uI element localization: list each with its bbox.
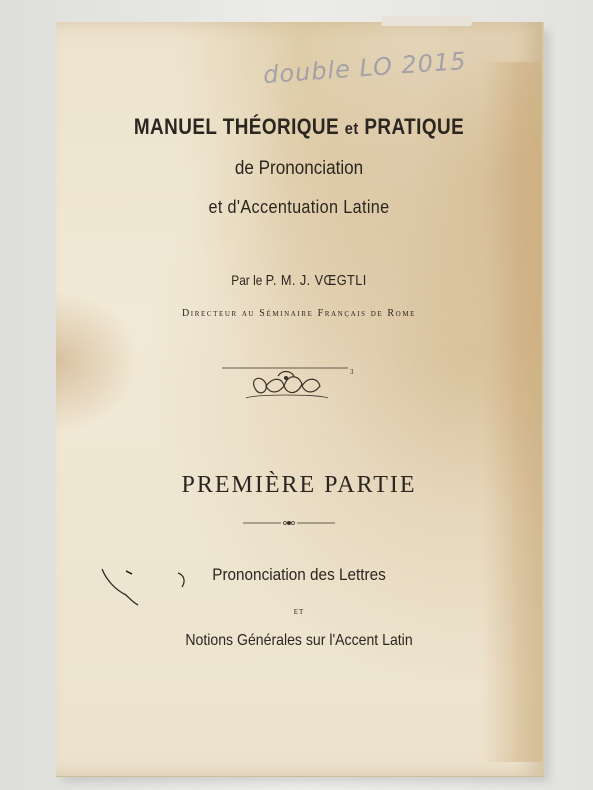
svg-text:3: 3 (350, 368, 354, 376)
part-title: PREMIÈRE PARTIE (181, 472, 417, 498)
title-line-3: et d'Accentuation Latine (208, 197, 390, 217)
torn-corner (381, 16, 472, 26)
floral-ornament-icon (218, 364, 358, 404)
divider-ornament-icon (243, 518, 335, 528)
title-line-2: de Prononciation (234, 158, 364, 179)
author-name: P. M. J. VŒGTLI (265, 272, 367, 289)
title-et: et (344, 119, 359, 138)
subtitle-accent: Notions Générales sur l'Accent Latin (185, 632, 413, 649)
author-role: Directeur au Séminaire Français de Rome (181, 308, 417, 319)
main-title (90, 114, 508, 140)
handwritten-pencil-note: double LO 2015 (262, 46, 468, 90)
author-prefix: Par le (231, 272, 263, 288)
title-part-1: MANUEL THÉORIQUE (133, 114, 340, 139)
subtitle-pronunciation: Prononciation des Lettres (212, 565, 386, 584)
title-part-2: PRATIQUE (364, 114, 465, 139)
author-line (92, 272, 505, 289)
connector-et: ET (293, 608, 305, 616)
